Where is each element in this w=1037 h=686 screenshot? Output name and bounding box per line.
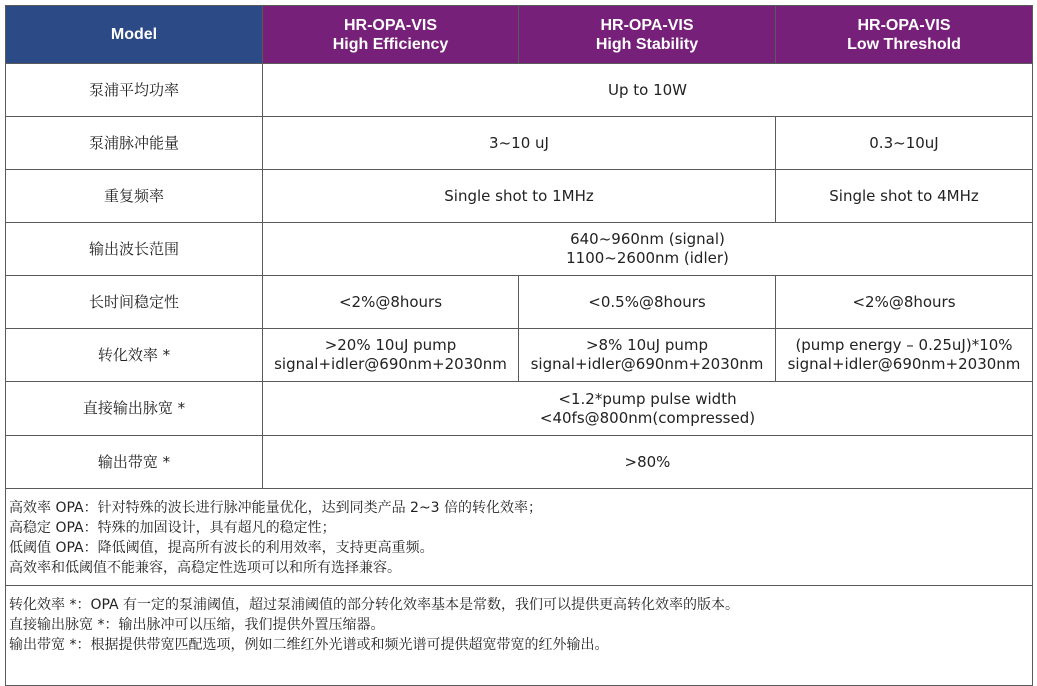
efficiency-high-stability bbox=[519, 329, 776, 382]
row-label: 直接输出脉宽 * bbox=[6, 382, 263, 436]
row-pulse-width bbox=[6, 382, 1033, 436]
row-efficiency bbox=[6, 329, 1033, 382]
efficiency-line: signal+idler@690nm+2030nm bbox=[274, 355, 507, 373]
notes-variants-row bbox=[6, 489, 1033, 586]
row-pump-energy bbox=[6, 117, 1033, 170]
header-variant: Low Threshold bbox=[847, 35, 961, 53]
row-label: 泵浦脉冲能量 bbox=[6, 117, 263, 170]
rep-rate-value: Single shot to 1MHz bbox=[263, 170, 776, 223]
stability-high-efficiency: <2%@8hours bbox=[263, 276, 519, 329]
stability-low-threshold: <2%@8hours bbox=[776, 276, 1033, 329]
header-model-name: HR-OPA-VIS bbox=[343, 16, 438, 34]
row-wavelength bbox=[6, 223, 1033, 276]
pulse-width-value bbox=[263, 382, 1033, 436]
pulse-width-line: <40fs@800nm(compressed) bbox=[539, 408, 756, 427]
header-variant: High Stability bbox=[595, 35, 699, 53]
stability-high-stability: <0.5%@8hours bbox=[519, 276, 776, 329]
header-low-threshold bbox=[776, 6, 1033, 64]
pump-energy-low-threshold: 0.3~10uJ bbox=[776, 117, 1033, 170]
efficiency-high-efficiency bbox=[263, 329, 519, 382]
pump-power-value: Up to 10W bbox=[263, 64, 1033, 117]
header-high-efficiency bbox=[263, 6, 519, 64]
header-model: Model bbox=[6, 6, 263, 64]
note-line: 高效率和低阈值不能兼容，高稳定性选项可以和所有选择兼容。 bbox=[9, 560, 401, 576]
spec-table bbox=[5, 5, 1033, 686]
wavelength-idler: 1100~2600nm (idler) bbox=[566, 249, 729, 267]
note-line: 高稳定 OPA：特殊的加固设计，具有超凡的稳定性； bbox=[9, 520, 336, 536]
row-label: 输出波长范围 bbox=[6, 223, 263, 276]
notes-footnotes bbox=[6, 586, 1033, 686]
efficiency-line: >20% 10uJ pump bbox=[324, 336, 457, 354]
efficiency-line: (pump energy – 0.25uJ)*10% bbox=[795, 336, 1013, 354]
header-row bbox=[6, 6, 1033, 64]
row-pump-power bbox=[6, 64, 1033, 117]
row-label: 重复频率 bbox=[6, 170, 263, 223]
efficiency-line: signal+idler@690nm+2030nm bbox=[787, 355, 1021, 373]
efficiency-low-threshold bbox=[776, 329, 1033, 382]
wavelength-value bbox=[263, 223, 1033, 276]
bandwidth-value: >80% bbox=[263, 436, 1033, 489]
row-label: 转化效率 * bbox=[6, 329, 263, 382]
pulse-width-line: <1.2*pump pulse width bbox=[558, 389, 737, 408]
row-label: 长时间稳定性 bbox=[6, 276, 263, 329]
header-high-stability bbox=[519, 6, 776, 64]
note-line: 高效率 OPA：针对特殊的波长进行脉冲能量优化，达到同类产品 2~3 倍的转化效率； bbox=[9, 500, 543, 516]
notes-footnotes-row bbox=[6, 586, 1033, 686]
note-line: 低阈值 OPA：降低阈值，提高所有波长的利用效率，支持更高重频。 bbox=[9, 540, 434, 556]
row-label: 输出带宽 * bbox=[6, 436, 263, 489]
row-bandwidth bbox=[6, 436, 1033, 489]
efficiency-line: signal+idler@690nm+2030nm bbox=[530, 355, 764, 373]
rep-rate-low-threshold: Single shot to 4MHz bbox=[776, 170, 1033, 223]
notes-variants bbox=[6, 489, 1033, 586]
row-stability bbox=[6, 276, 1033, 329]
row-label: 泵浦平均功率 bbox=[6, 64, 263, 117]
note-line: 输出带宽 *：根据提供带宽匹配选项，例如二维红外光谱或和频光谱可提供超宽带宽的红外输出。 bbox=[9, 637, 609, 653]
wavelength-signal: 640~960nm (signal) bbox=[570, 230, 725, 248]
note-line: 转化效率 *：OPA 有一定的泵浦阈值，超过泵浦阈值的部分转化效率基本是常数，我们可以提供更高转化效率的版本。 bbox=[9, 597, 740, 613]
header-model-name: HR-OPA-VIS bbox=[857, 16, 951, 34]
header-variant: High Efficiency bbox=[332, 35, 449, 53]
efficiency-line: >8% 10uJ pump bbox=[585, 336, 709, 354]
pump-energy-value: 3~10 uJ bbox=[263, 117, 776, 170]
row-rep-rate bbox=[6, 170, 1033, 223]
note-line: 直接输出脉宽 *：输出脉冲可以压缩，我们提供外置压缩器。 bbox=[9, 617, 385, 633]
header-model-name: HR-OPA-VIS bbox=[600, 16, 694, 34]
